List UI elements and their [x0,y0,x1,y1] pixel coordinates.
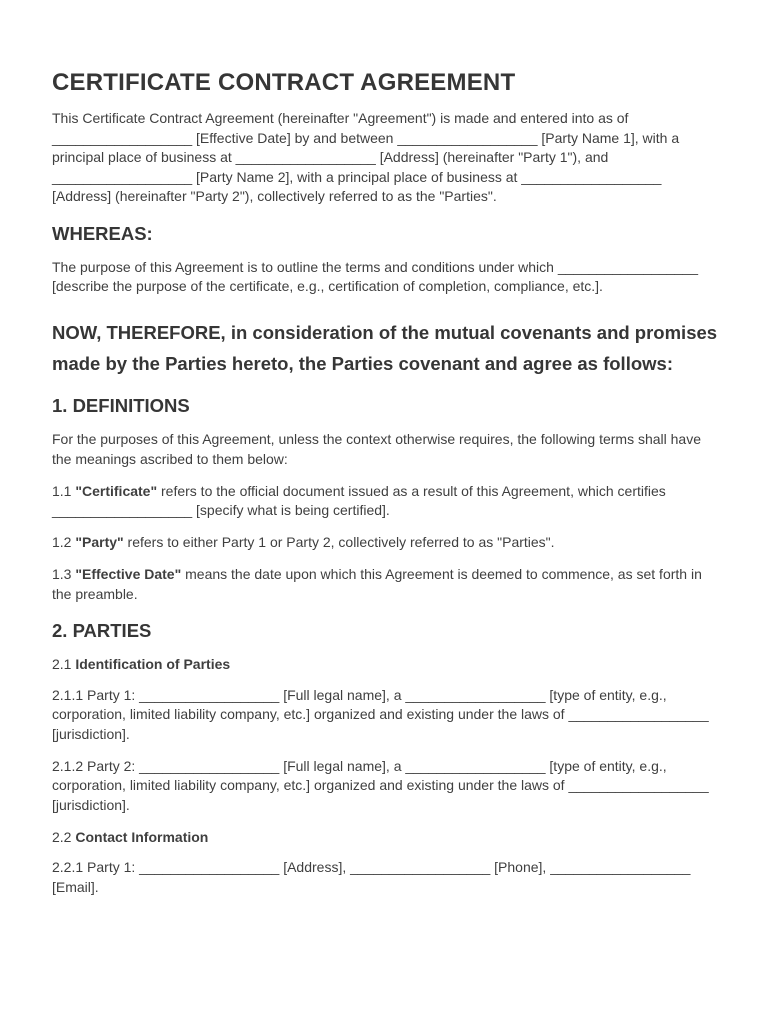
clause-text: Party 1: __________________ [Full legal name], a __________________ [type of entity, e.g., corporation, limited liability company, etc.] organized and existing under the laws of __________________ [jurisdiction]. [52,686,709,742]
clause-2-1-2 [52,757,718,816]
clause-number: 2.1.2 [52,757,88,774]
subsection-number: 2.1 [52,656,76,673]
definition-text: refers to the official document issued as a result of this Agreement, which certifies __________________ [specify what is being certified]. [52,482,666,519]
definition-number: 1.2 [52,534,76,551]
subsection-heading-contact [52,828,718,848]
definition-number: 1.3 [52,566,76,583]
definition-item-1-2 [52,533,718,553]
whereas-paragraph: The purpose of this Agreement is to outline the terms and conditions under which __________________ [describe the purpose of the certificate, e.g., certification of completion, compliance, etc.]. [52,258,698,295]
clause-text: Party 1: __________________ [Address], __________________ [Phone], __________________ [Email]. [52,859,691,895]
definition-term: "Certificate" [75,482,158,499]
clause-2-1-1 [52,686,718,745]
clause-number: 2.1.1 [52,686,88,703]
document-title: CERTIFICATE CONTRACT AGREEMENT [52,69,516,96]
definition-term: "Effective Date" [75,566,182,583]
parties-heading: 2. PARTIES [52,620,152,642]
clause-number: 2.2.1 [52,859,88,876]
definitions-intro: For the purposes of this Agreement, unless the context otherwise requires, the following terms shall have the meanings ascribed to them below: [52,431,702,467]
subsection-number: 2.2 [52,828,76,845]
clause-2-2-1 [52,858,718,897]
clause-text: Party 2: __________________ [Full legal name], a __________________ [type of entity, e.g., corporation, limited liability company, etc.] organized and existing under the laws of __________________ [jurisdiction]. [52,757,709,813]
definition-number: 1.1 [52,482,76,499]
intro-paragraph: This Certificate Contract Agreement (hereinafter "Agreement") is made and entered into as of __________________ [Effective Date] by and between __________________ [Party Name 1], with a principal place of business at __________________ [Address] (hereinafter "Party 1"), and __________________ [Party Name 2], with a principal place of business at __________________ [Address] (hereinafter "Party 2"), collectively referred to as the "Parties". [52,110,680,205]
subsection-title: Contact Information [75,828,209,845]
definition-item-1-1 [52,482,718,521]
definition-item-1-3 [52,565,718,604]
definition-text: means the date upon which this Agreement is deemed to commence, as set forth in the preamble. [52,566,702,602]
subsection-title: Identification of Parties [75,656,231,673]
definition-term: "Party" [75,534,124,551]
subsection-heading-identification [52,655,718,675]
definitions-heading: 1. DEFINITIONS [52,394,190,416]
now-therefore-statement: NOW, THEREFORE, in consideration of the mutual covenants and promises made by the Parties hereto, the Parties covenant and agree as follows: [52,321,718,374]
definition-text: refers to either Party 1 or Party 2, collectively referred to as "Parties". [123,534,555,551]
whereas-heading: WHEREAS: [52,222,153,244]
